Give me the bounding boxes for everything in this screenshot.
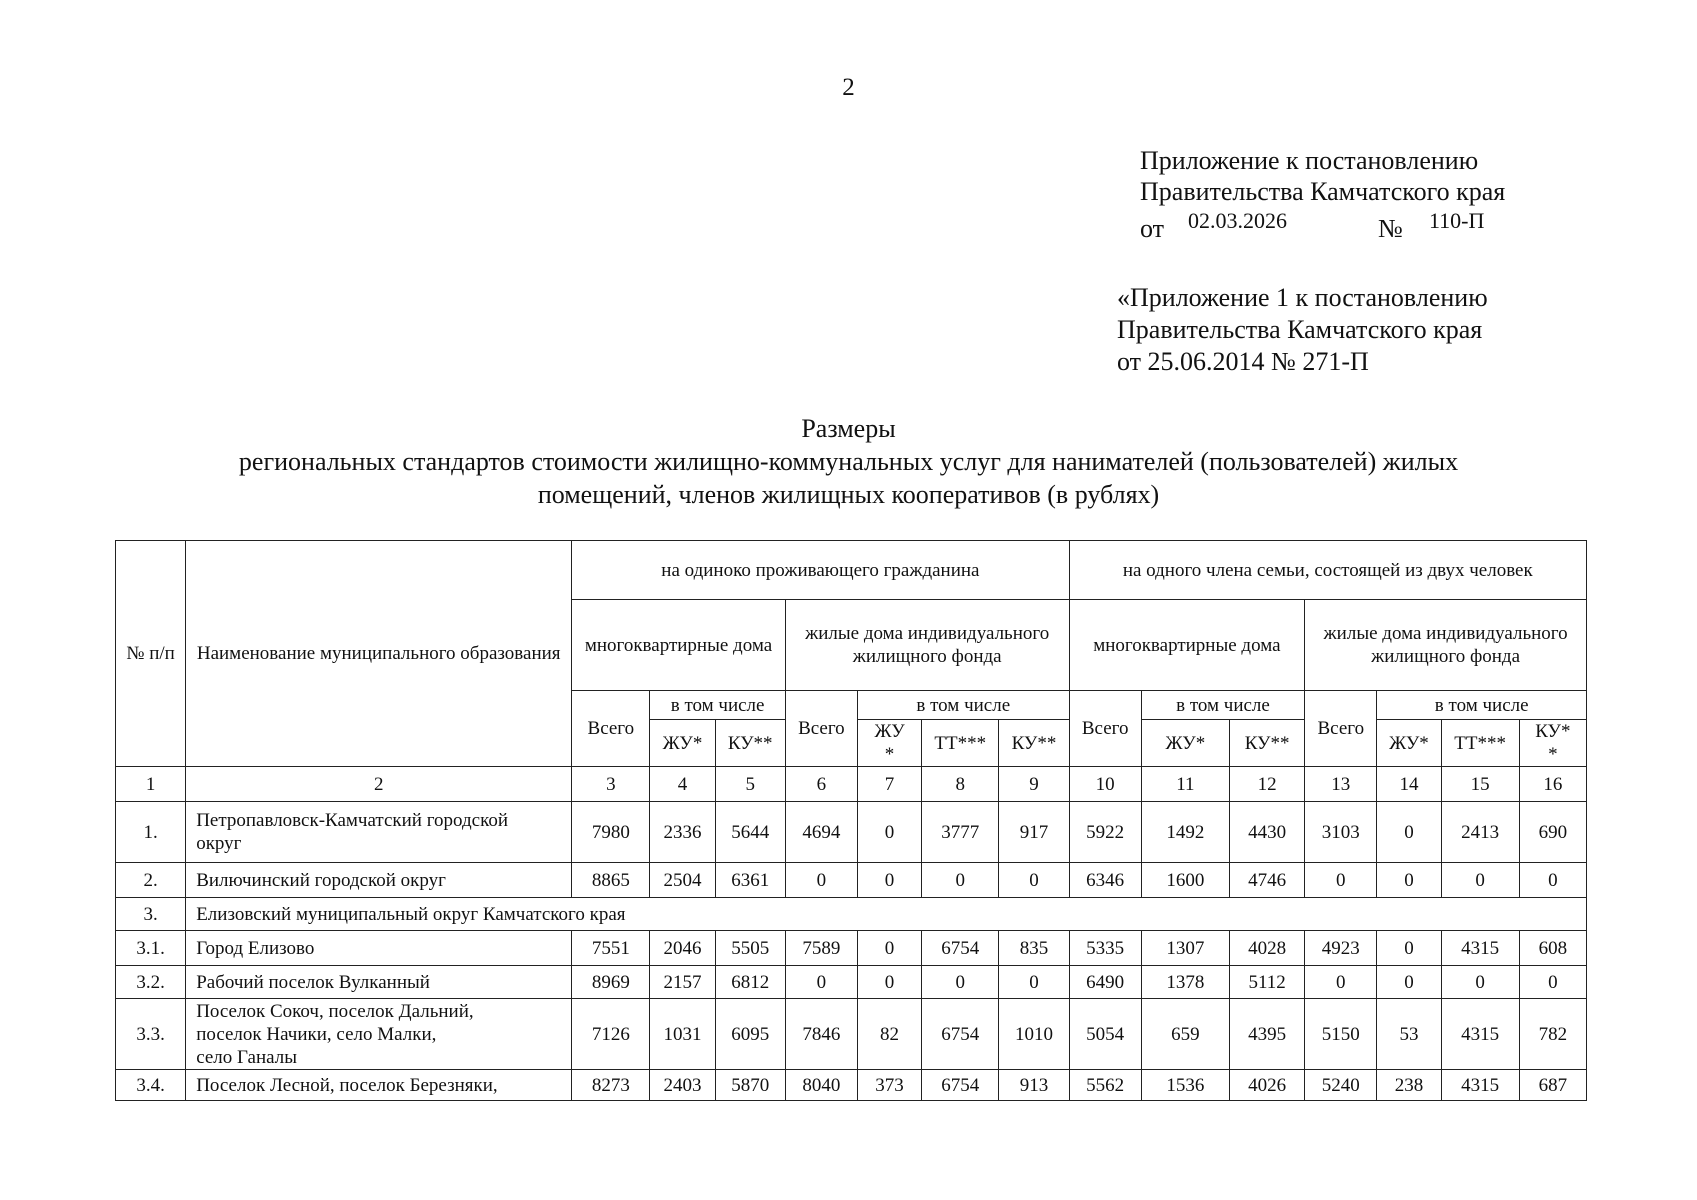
header-ku: КУ**	[715, 720, 785, 767]
value-cell: 238	[1377, 1070, 1441, 1101]
header-zhu: ЖУ*	[1141, 720, 1229, 767]
row-num-cell: 3.1.	[116, 931, 186, 966]
row-name-cell	[186, 863, 572, 898]
row-name-cell	[186, 966, 572, 999]
title-line3: помещений, членов жилищных кооперативов (в рублях)	[537, 480, 1160, 509]
value-cell: 835	[999, 931, 1069, 966]
value-cell: 5240	[1305, 1070, 1377, 1101]
document-title	[0, 412, 1697, 511]
table-row	[116, 999, 1587, 1070]
value-cell: 6346	[1069, 863, 1141, 898]
value-cell: 6754	[922, 1070, 999, 1101]
row-num-cell: 3.2.	[116, 966, 186, 999]
annex-current-block	[1140, 145, 1506, 243]
header-total: Всего	[785, 691, 857, 767]
value-cell: 5562	[1069, 1070, 1141, 1101]
annex-previous-line2: Правительства Камчатского края	[1117, 315, 1483, 344]
value-cell: 1031	[650, 999, 715, 1070]
value-cell: 0	[999, 863, 1069, 898]
value-cell: 5150	[1305, 999, 1377, 1070]
value-cell: 4395	[1230, 999, 1305, 1070]
value-cell: 8865	[572, 863, 650, 898]
header-private-houses: жилые дома индивидуального жилищного фонда	[785, 600, 1069, 691]
value-cell: 0	[857, 863, 921, 898]
header-tt: ТТ***	[1441, 720, 1519, 767]
value-cell: 7551	[572, 931, 650, 966]
value-cell: 6361	[715, 863, 785, 898]
row-name-line: Петропавловск-Камчатский городской	[196, 810, 508, 831]
title-line1: Размеры	[801, 414, 896, 443]
column-number-cell: 8	[922, 767, 999, 802]
value-cell: 0	[1519, 966, 1586, 999]
value-cell: 3777	[922, 802, 999, 863]
column-number-cell: 15	[1441, 767, 1519, 802]
resolution-date: 02.03.2026	[1188, 208, 1287, 233]
value-cell: 53	[1377, 999, 1441, 1070]
header-apartments: многоквартирные дома	[572, 600, 786, 691]
column-number-cell: 3	[572, 767, 650, 802]
row-name-line: Рабочий поселок Вулканный	[196, 971, 430, 993]
header-ku: КУ**	[1230, 720, 1305, 767]
value-cell: 4315	[1441, 999, 1519, 1070]
column-number-cell: 1	[116, 767, 186, 802]
value-cell: 913	[999, 1070, 1069, 1101]
column-number-cell: 7	[857, 767, 921, 802]
value-cell: 2046	[650, 931, 715, 966]
value-cell: 2413	[1441, 802, 1519, 863]
value-cell: 0	[922, 966, 999, 999]
header-zhu-wrapped-b: *	[884, 744, 895, 765]
row-name-line: Вилючинский городской округ	[196, 869, 446, 891]
value-cell: 0	[999, 966, 1069, 999]
header-including: в том числе	[857, 691, 1069, 720]
header-private-houses-family: жилые дома индивидуального жилищного фонда	[1305, 600, 1587, 691]
row-num-cell: 3.3.	[116, 999, 186, 1070]
value-cell: 0	[1441, 863, 1519, 898]
value-cell: 0	[785, 966, 857, 999]
value-cell: 0	[1441, 966, 1519, 999]
value-cell: 8969	[572, 966, 650, 999]
row-name-cell	[186, 802, 572, 863]
standards-table	[115, 540, 1587, 1101]
row-name-line: Поселок Лесной, поселок Березняки,	[196, 1074, 498, 1096]
value-cell: 690	[1519, 802, 1586, 863]
row-num-cell: 1.	[116, 802, 186, 863]
value-cell: 0	[1377, 931, 1441, 966]
row-name-line: поселок Начики, село Малки,	[196, 1023, 437, 1045]
row-num-cell: 2.	[116, 863, 186, 898]
column-number-cell: 4	[650, 767, 715, 802]
row-name-cell	[186, 931, 572, 966]
value-cell: 7846	[785, 999, 857, 1070]
value-cell: 917	[999, 802, 1069, 863]
column-number-cell: 2	[186, 767, 572, 802]
header-ku-wrapped-b: *	[1548, 744, 1558, 765]
header-including: в том числе	[1377, 691, 1587, 720]
value-cell: 5644	[715, 802, 785, 863]
value-cell: 608	[1519, 931, 1586, 966]
value-cell: 1378	[1141, 966, 1229, 999]
column-number-cell: 16	[1519, 767, 1586, 802]
value-cell: 4028	[1230, 931, 1305, 966]
header-ku: КУ**	[999, 720, 1069, 767]
value-cell: 2403	[650, 1070, 715, 1101]
value-cell: 0	[1377, 966, 1441, 999]
header-num	[116, 541, 186, 767]
value-cell: 2504	[650, 863, 715, 898]
value-cell: 1536	[1141, 1070, 1229, 1101]
value-cell: 0	[1519, 863, 1586, 898]
value-cell: 5112	[1230, 966, 1305, 999]
value-cell: 4923	[1305, 931, 1377, 966]
number-sign: №	[1378, 214, 1403, 243]
row-name-cell	[186, 999, 572, 1070]
value-cell: 82	[857, 999, 921, 1070]
row-num-cell: 3.	[116, 898, 186, 931]
table-body	[116, 767, 1587, 1101]
header-group-single: на одиноко проживающего гражданина	[572, 541, 1069, 600]
header-zhu-wrapped-a: ЖУ	[874, 721, 905, 742]
value-cell: 4026	[1230, 1070, 1305, 1101]
column-number-cell: 9	[999, 767, 1069, 802]
value-cell: 6812	[715, 966, 785, 999]
table-row	[116, 802, 1587, 863]
column-number-cell: 13	[1305, 767, 1377, 802]
value-cell: 1010	[999, 999, 1069, 1070]
header-num-label: № п/п	[126, 643, 175, 664]
from-label: от	[1140, 214, 1165, 243]
header-including: в том числе	[650, 691, 785, 720]
value-cell: 6754	[922, 999, 999, 1070]
column-number-cell: 14	[1377, 767, 1441, 802]
column-number-cell: 11	[1141, 767, 1229, 802]
value-cell: 7980	[572, 802, 650, 863]
header-zhu-wrapped	[857, 720, 921, 767]
value-cell: 1307	[1141, 931, 1229, 966]
table-row	[116, 966, 1587, 999]
value-cell: 4694	[785, 802, 857, 863]
value-cell: 8040	[785, 1070, 857, 1101]
value-cell: 0	[1305, 966, 1377, 999]
value-cell: 2157	[650, 966, 715, 999]
value-cell: 659	[1141, 999, 1229, 1070]
annex-current-dateline	[1140, 207, 1505, 243]
value-cell: 0	[857, 931, 921, 966]
value-cell: 7126	[572, 999, 650, 1070]
value-cell: 5335	[1069, 931, 1141, 966]
value-cell: 8273	[572, 1070, 650, 1101]
value-cell: 4315	[1441, 931, 1519, 966]
page-number: 2	[842, 74, 855, 101]
resolution-number: 110-П	[1429, 208, 1485, 233]
value-cell: 2336	[650, 802, 715, 863]
value-cell: 782	[1519, 999, 1586, 1070]
row-num-cell: 3.4.	[116, 1070, 186, 1101]
header-total: Всего	[1069, 691, 1141, 767]
row-name-line: село Ганалы	[196, 1046, 297, 1068]
header-including: в том числе	[1141, 691, 1304, 720]
table-row	[116, 863, 1587, 898]
value-cell: 0	[785, 863, 857, 898]
value-cell: 4430	[1230, 802, 1305, 863]
table-row	[116, 931, 1587, 966]
value-cell: 373	[857, 1070, 921, 1101]
column-number-cell: 10	[1069, 767, 1141, 802]
value-cell: 687	[1519, 1070, 1586, 1101]
header-name-label: Наименование муниципального образования	[196, 643, 561, 664]
header-tt: ТТ***	[922, 720, 999, 767]
header-total: Всего	[1305, 691, 1377, 767]
value-cell: 0	[922, 863, 999, 898]
column-number-cell: 5	[715, 767, 785, 802]
value-cell: 1492	[1141, 802, 1229, 863]
annex-previous-line3: от 25.06.2014 № 271-П	[1117, 347, 1369, 376]
annex-current-line2: Правительства Камчатского края	[1140, 177, 1506, 206]
header-zhu: ЖУ*	[650, 720, 715, 767]
header-group-family: на одного члена семьи, состоящей из двух человек	[1069, 541, 1586, 600]
value-cell: 6095	[715, 999, 785, 1070]
header-name	[186, 541, 572, 767]
value-cell: 3103	[1305, 802, 1377, 863]
value-cell: 5870	[715, 1070, 785, 1101]
value-cell: 0	[1377, 863, 1441, 898]
row-group-name-cell: Елизовский муниципальный округ Камчатского края	[186, 898, 1587, 931]
row-name-cell	[186, 1070, 572, 1101]
value-cell: 0	[857, 966, 921, 999]
value-cell: 7589	[785, 931, 857, 966]
annex-previous-block	[1117, 282, 1488, 378]
header-ku-wrapped-a: КУ*	[1535, 721, 1571, 742]
value-cell: 6754	[922, 931, 999, 966]
value-cell: 6490	[1069, 966, 1141, 999]
value-cell: 4746	[1230, 863, 1305, 898]
value-cell: 5922	[1069, 802, 1141, 863]
annex-previous-line1: «Приложение 1 к постановлению	[1117, 283, 1488, 312]
table-row	[116, 898, 1587, 931]
row-name-line: округ	[196, 833, 242, 854]
table-header	[116, 541, 1587, 767]
value-cell: 0	[857, 802, 921, 863]
value-cell: 5505	[715, 931, 785, 966]
table-row	[116, 1070, 1587, 1101]
value-cell: 5054	[1069, 999, 1141, 1070]
column-number-row	[116, 767, 1587, 802]
value-cell: 1600	[1141, 863, 1229, 898]
column-number-cell: 6	[785, 767, 857, 802]
value-cell: 0	[1305, 863, 1377, 898]
title-line2: региональных стандартов стоимости жилищно-коммунальных услуг для нанимателей (пользователей) жилых	[238, 447, 1459, 476]
value-cell: 4315	[1441, 1070, 1519, 1101]
header-ku-wrapped	[1519, 720, 1586, 767]
row-name-line: Поселок Сокоч, поселок Дальний,	[196, 1000, 474, 1022]
value-cell: 0	[1377, 802, 1441, 863]
annex-current-line1: Приложение к постановлению	[1140, 146, 1479, 175]
column-number-cell: 12	[1230, 767, 1305, 802]
row-name-line: Город Елизово	[196, 937, 315, 959]
header-apartments-family: многоквартирные дома	[1069, 600, 1305, 691]
header-total: Всего	[572, 691, 650, 767]
header-zhu: ЖУ*	[1377, 720, 1441, 767]
